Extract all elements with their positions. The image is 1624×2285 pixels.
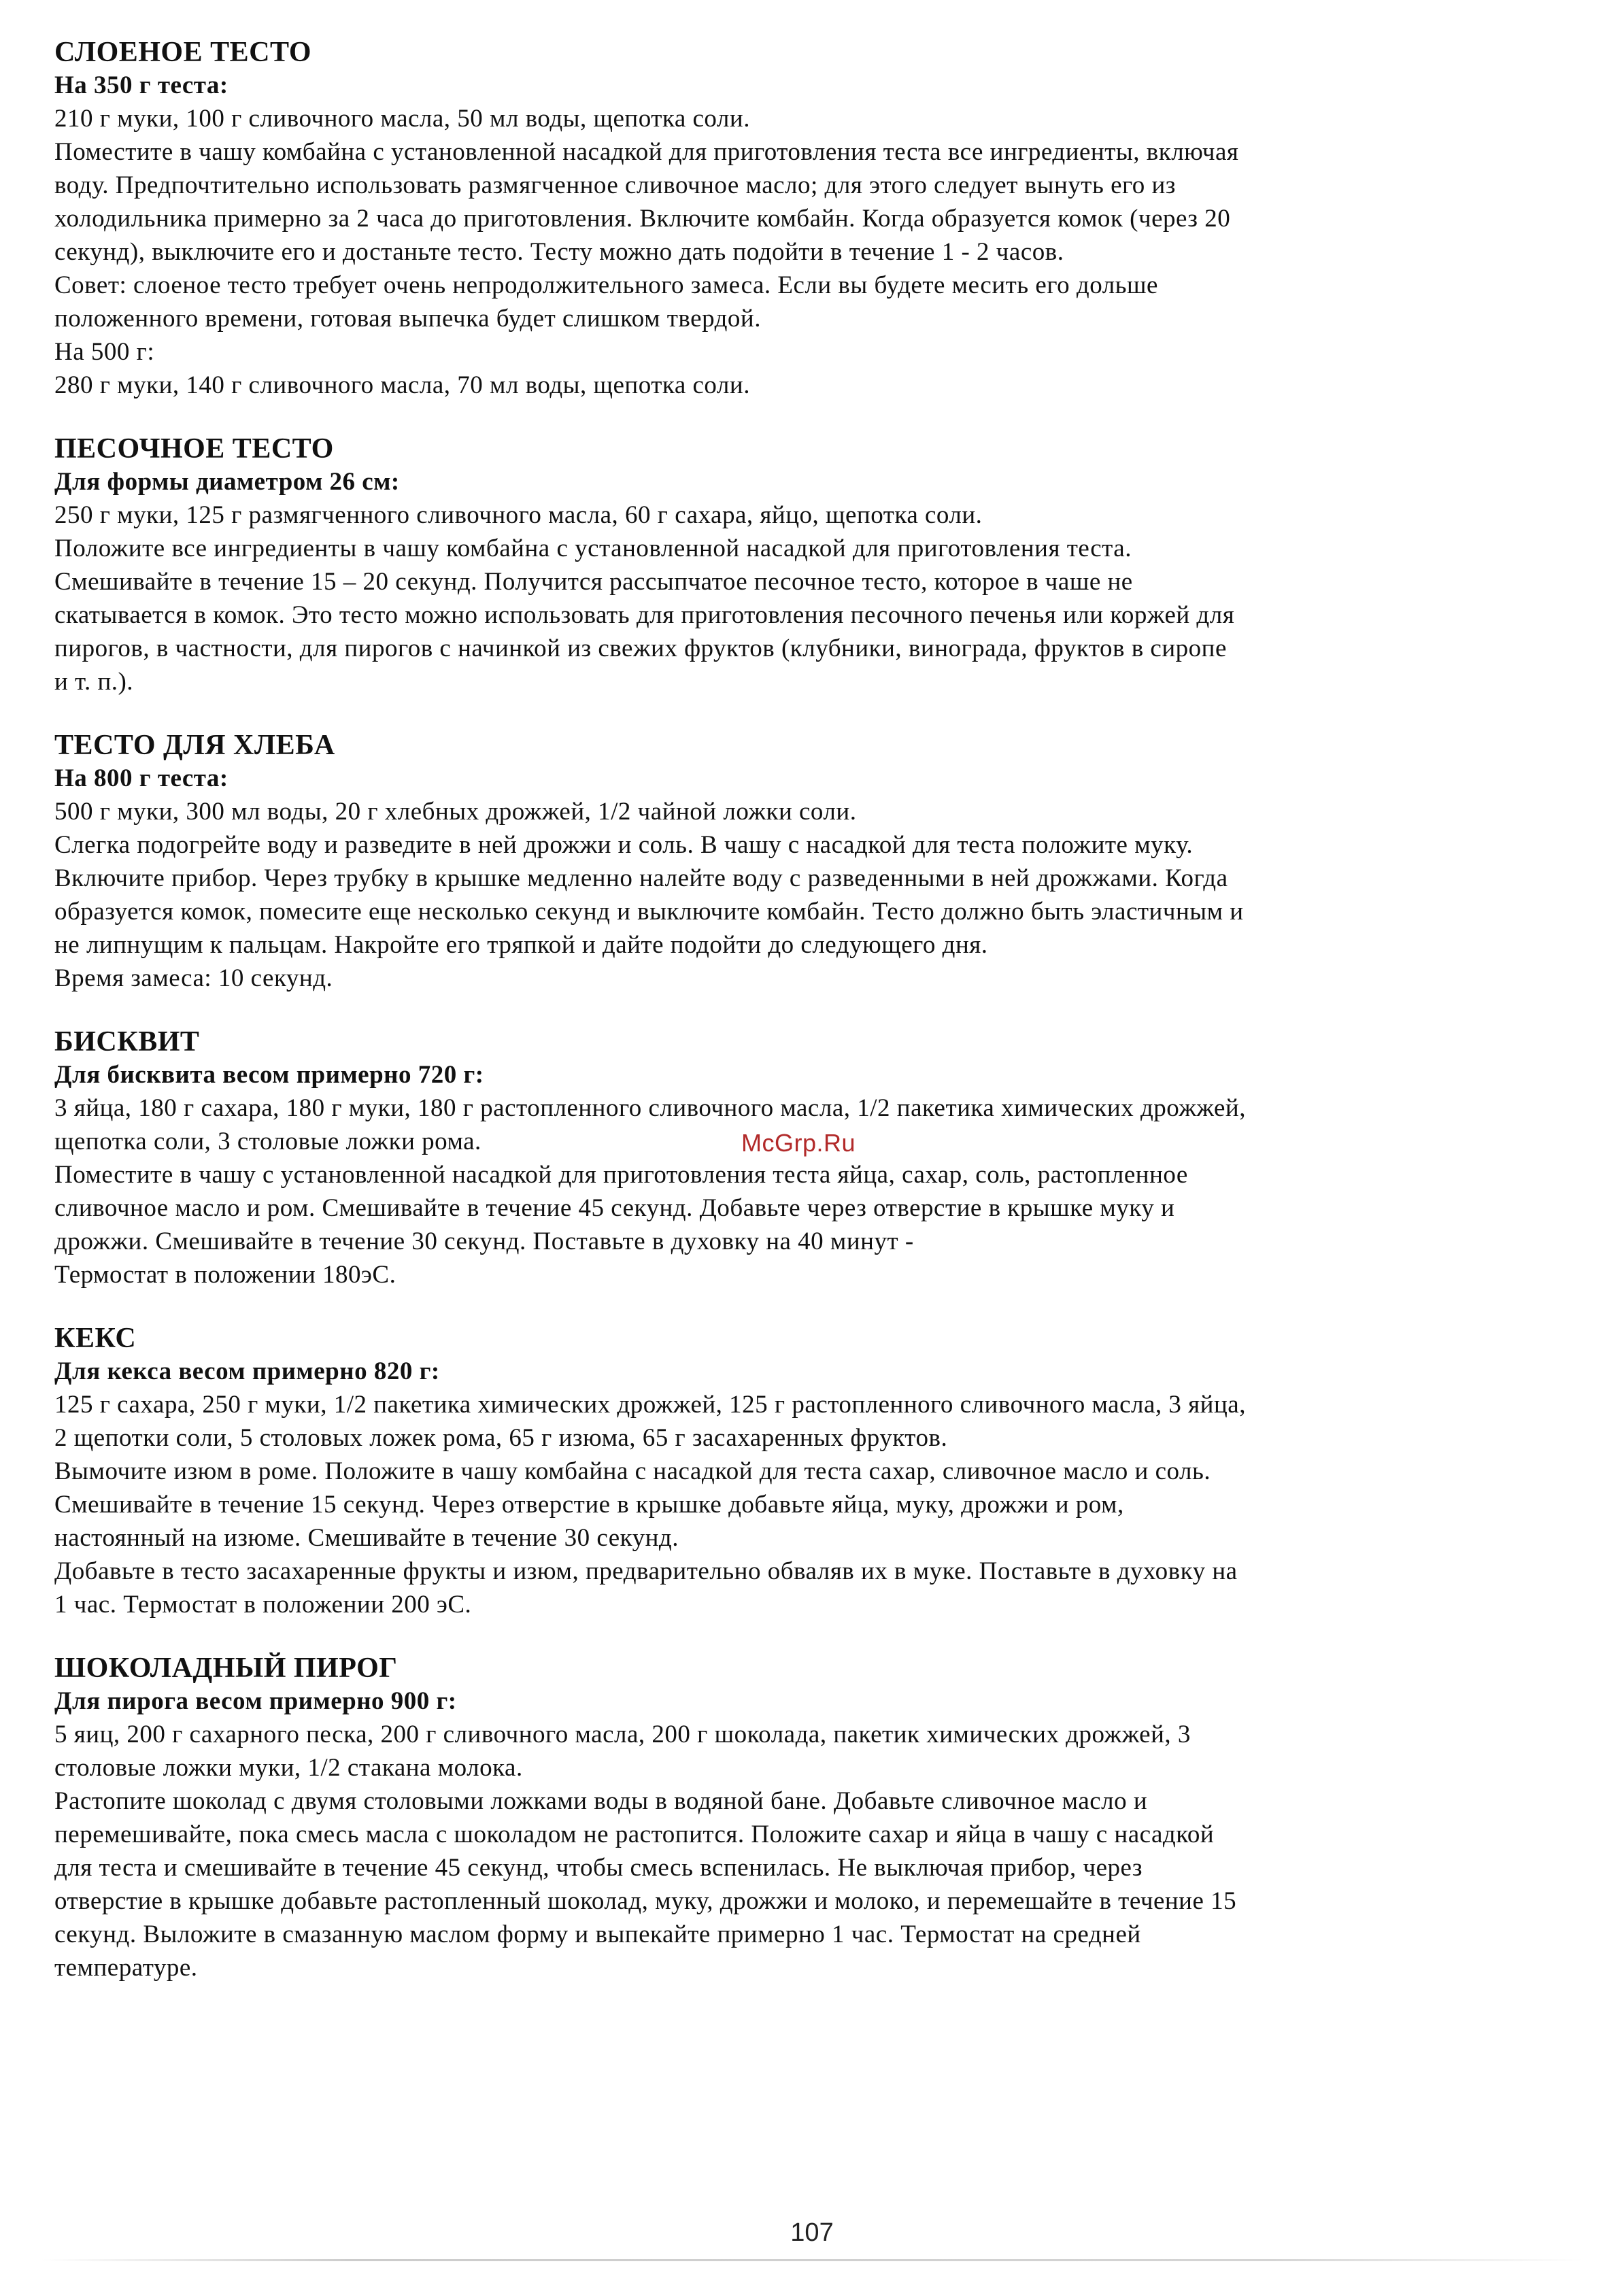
recipe-text-line: Растопите шоколад с двумя столовыми ложками воды в водяной бане. Добавьте сливочное масло и (54, 1787, 1148, 1815)
recipe-text-line: перемешивайте, пока смесь масла с шоколадом не растопится. Положите сахар и яйца в чашу с насадкой (54, 1821, 1215, 1848)
recipe-bread-dough (54, 728, 1585, 995)
recipe-title: КЕКС (54, 1323, 137, 1354)
recipe-text-line: 210 г муки, 100 г сливочного масла, 50 мл воды, щепотка соли. (54, 105, 750, 133)
recipe-text-line: Поместите в чашу комбайна с установленной насадкой для приготовления теста все ингредиенты, включая (54, 138, 1239, 166)
recipe-text-line: Поместите в чашу с установленной насадкой для приготовления теста яйца, сахар, соль, растопленное (54, 1161, 1188, 1189)
watermark-text: McGrp.Ru (741, 1129, 856, 1157)
recipe-text-line: холодильника примерно за 2 часа до приготовления. Включите комбайн. Когда образуется комок (через 20 (54, 205, 1231, 233)
recipe-text-line: для теста и смешивайте в течение 45 секунд, чтобы смесь вспенилась. Не выключая прибор, через (54, 1854, 1143, 1882)
recipe-title: ПЕСОЧНОЕ ТЕСТО (54, 433, 334, 464)
recipe-text-line: Совет: слоеное тесто требует очень непродолжительного замеса. Если вы будете месить его дольше (54, 271, 1158, 299)
recipe-title: СЛОЕНОЕ ТЕСТО (54, 37, 312, 68)
recipe-text-line: образуется комок, помесите еще несколько секунд и выключите комбайн. Тесто должно быть эластичным и (54, 898, 1244, 926)
recipe-title: ТЕСТО ДЛЯ ХЛЕБА (54, 730, 335, 761)
recipe-text-line: сливочное масло и ром. Смешивайте в течение 45 секунд. Добавьте через отверстие в крышке муку и (54, 1194, 1175, 1222)
recipe-fruit-cake (54, 1321, 1585, 1621)
recipe-text-line: 280 г муки, 140 г сливочного масла, 70 мл воды, щепотка соли. (54, 371, 750, 399)
recipe-subtitle: Для пирога весом примерно 900 г: (54, 1687, 457, 1715)
document-page (54, 35, 1585, 2014)
recipe-text-line: Положите все ингредиенты в чашу комбайна с установленной насадкой для приготовления теста. (54, 535, 1132, 562)
recipe-subtitle: Для кекса весом примерно 820 г: (54, 1357, 440, 1385)
recipe-shortcrust-pastry (54, 432, 1585, 698)
recipe-text-line: Термостат в положении 180эС. (54, 1261, 396, 1289)
recipe-text-line: Включите прибор. Через трубку в крышке медленно налейте воду с разведенными в ней дрожжами. Когда (54, 864, 1228, 892)
recipe-title: БИСКВИТ (54, 1026, 200, 1057)
recipe-text-line: дрожжи. Смешивайте в течение 30 секунд. Поставьте в духовку на 40 минут - (54, 1228, 914, 1255)
recipe-puff-pastry (54, 35, 1585, 402)
recipe-text-line: 125 г сахара, 250 г муки, 1/2 пакетика химических дрожжей, 125 г растопленного сливочного масла, 3 яйца, (54, 1391, 1246, 1419)
recipe-text-line: 1 час. Термостат в положении 200 эС. (54, 1591, 472, 1619)
recipe-subtitle: На 350 г теста: (54, 71, 229, 99)
recipe-text-line: Добавьте в тесто засахаренные фрукты и изюм, предварительно обваляв их в муке. Поставьте в духовку на (54, 1557, 1238, 1585)
recipe-text-line: щепотка соли, 3 столовые ложки рома. (54, 1128, 481, 1155)
recipe-text-line: столовые ложки муки, 1/2 стакана молока. (54, 1754, 523, 1782)
recipe-text-line: 250 г муки, 125 г размягченного сливочного масла, 60 г сахара, яйцо, щепотка соли. (54, 501, 983, 529)
recipe-text-line: Вымочите изюм в роме. Положите в чашу комбайна с насадкой для теста сахар, сливочное масло и соль. (54, 1457, 1211, 1485)
recipe-title: ШОКОЛАДНЫЙ ПИРОГ (54, 1653, 398, 1684)
recipe-text-line: Слегка подогрейте воду и разведите в ней дрожжи и соль. В чашу с насадкой для теста положите муку. (54, 831, 1194, 859)
recipe-text-line: пирогов, в частности, для пирогов с начинкой из свежих фруктов (клубники, винограда, фруктов в сиропе (54, 634, 1227, 662)
recipe-text-line: скатывается в комок. Это тесто можно использовать для приготовления песочного печенья или коржей для (54, 601, 1235, 629)
recipe-text-line: воду. Предпочтительно использовать размягченное сливочное масло; для этого следует вынуть его из (54, 171, 1176, 199)
recipe-text-line: секунд. Выложите в смазанную маслом форму и выпекайте примерно 1 час. Термостат на средней (54, 1920, 1141, 1948)
recipe-subtitle: На 800 г теста: (54, 764, 229, 792)
recipe-text-line: Смешивайте в течение 15 – 20 секунд. Получится рассыпчатое песочное тесто, которое в чаше не (54, 568, 1133, 596)
recipe-subtitle: Для бисквита весом примерно 720 г: (54, 1061, 484, 1089)
recipe-text-line: 5 яиц, 200 г сахарного песка, 200 г сливочного масла, 200 г шоколада, пакетик химических дрожжей, 3 (54, 1721, 1191, 1748)
recipe-text-line: 500 г муки, 300 мл воды, 20 г хлебных дрожжей, 1/2 чайной ложки соли. (54, 798, 857, 826)
recipe-text-line: секунд), выключите его и достаньте тесто. Тесту можно дать подойти в течение 1 - 2 часов. (54, 238, 1064, 266)
recipe-text-line: температуре. (54, 1954, 198, 1982)
recipe-text-line: не липнущим к пальцам. Накройте его тряпкой и дайте подойти до следующего дня. (54, 931, 988, 959)
recipe-text-line: отверстие в крышке добавьте растопленный шоколад, муку, дрожжи и молоко, и перемешайте в течение 15 (54, 1887, 1237, 1915)
recipe-text-line: На 500 г: (54, 338, 155, 366)
recipe-text-line: 2 щепотки соли, 5 столовых ложек рома, 65 г изюма, 65 г засахаренных фруктов. (54, 1424, 948, 1452)
recipe-text-line: Смешивайте в течение 15 секунд. Через отверстие в крышке добавьте яйца, муку, дрожжи и ром, (54, 1491, 1124, 1519)
page-number: 107 (790, 2218, 834, 2247)
recipe-chocolate-pie (54, 1651, 1585, 1984)
recipe-text-line: положенного времени, готовая выпечка будет слишком твердой. (54, 305, 761, 333)
recipe-text-line: и т. п.). (54, 668, 134, 696)
recipe-sponge-cake (54, 1025, 1585, 1291)
recipe-text-line: Время замеса: 10 секунд. (54, 964, 333, 992)
recipe-subtitle: Для формы диаметром 26 см: (54, 468, 400, 496)
scan-edge-divider (41, 2259, 1583, 2261)
recipe-text-line: настоянный на изюме. Смешивайте в течение 30 секунд. (54, 1524, 679, 1552)
recipe-text-line: 3 яйца, 180 г сахара, 180 г муки, 180 г растопленного сливочного масла, 1/2 пакетика химических дрожжей, (54, 1094, 1246, 1122)
